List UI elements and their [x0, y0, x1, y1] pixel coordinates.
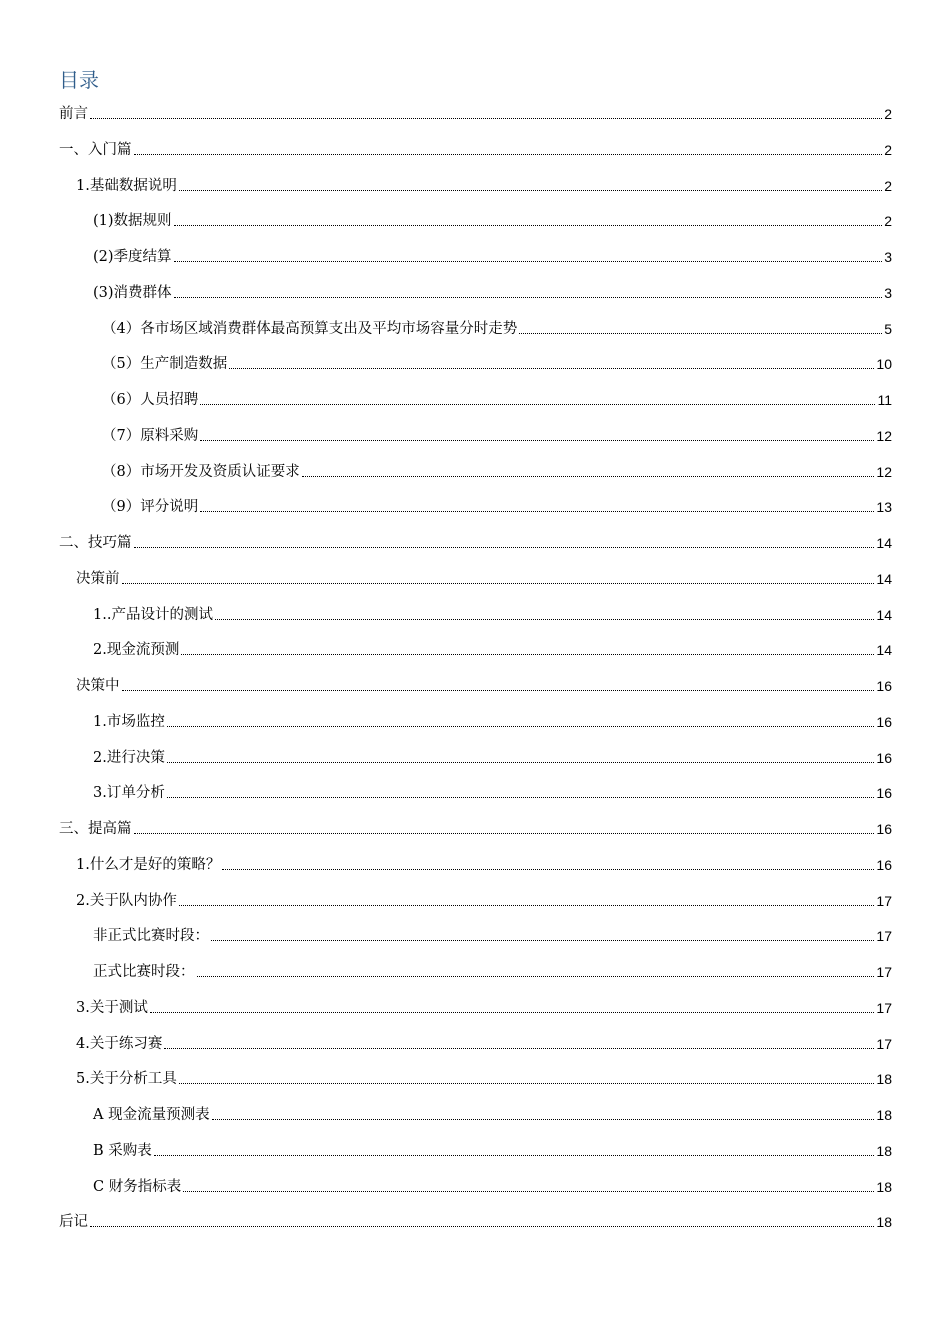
- toc-entry[interactable]: [0, 809, 950, 839]
- toc-page-number: 12: [876, 427, 892, 444]
- toc-page-number: 16: [876, 678, 892, 694]
- toc-entry[interactable]: [0, 630, 950, 660]
- toc-entry-label: B 采购表: [93, 1142, 152, 1159]
- toc-entry[interactable]: [0, 952, 950, 982]
- toc-entry[interactable]: [0, 166, 950, 196]
- toc-entry-label: (3)消费群体: [93, 284, 172, 301]
- toc-page-number: 17: [876, 892, 892, 909]
- toc-entry[interactable]: [0, 130, 950, 160]
- toc-page-number: 14: [876, 606, 892, 623]
- toc-dot-leader: [134, 832, 875, 834]
- toc-page-number: 2: [884, 213, 892, 230]
- toc-dot-leader: [90, 1225, 874, 1227]
- toc-entry-label: 前言: [59, 106, 88, 122]
- toc-dot-leader: [174, 296, 883, 298]
- toc-entry[interactable]: [0, 1202, 950, 1232]
- toc-page-number: 16: [876, 856, 892, 873]
- toc-entry-label: （8）市场开发及资质认证要求: [102, 463, 300, 480]
- toc-dot-leader: [167, 796, 875, 798]
- toc-entry-label: 一、入门篇: [59, 141, 132, 158]
- toc-page-number: 2: [884, 106, 892, 122]
- toc-entry-label: 二、技巧篇: [59, 535, 132, 551]
- toc-entry[interactable]: [0, 666, 950, 696]
- toc-entry[interactable]: [0, 237, 950, 267]
- toc-entry-label: 2.进行决策: [93, 749, 165, 766]
- toc-entry-label: （9）评分说明: [102, 499, 199, 516]
- toc-entry[interactable]: [0, 738, 950, 768]
- toc-page-number: 16: [876, 749, 892, 766]
- toc-dot-leader: [179, 1082, 875, 1084]
- toc-dot-leader: [167, 725, 875, 727]
- toc-page-number: 14: [876, 642, 892, 659]
- toc-entry-label: （4）各市场区域消费群体最高预算支出及平均市场容量分时走势: [102, 320, 518, 337]
- toc-dot-leader: [183, 1190, 874, 1192]
- toc-page-number: 16: [876, 785, 892, 802]
- toc-entry[interactable]: [0, 201, 950, 231]
- toc-entry-label: 3.关于测试: [76, 999, 148, 1016]
- toc-entry-label: (1)数据规则: [93, 213, 172, 230]
- toc-page-number: 18: [876, 1071, 892, 1088]
- toc-page-number: 17: [876, 1035, 892, 1052]
- toc-dot-leader: [200, 403, 875, 405]
- toc-entry-label: 决策前: [76, 570, 120, 587]
- toc-page-number: 17: [876, 999, 892, 1016]
- toc-page-number: 3: [884, 284, 892, 301]
- toc-page-number: 10: [876, 356, 892, 373]
- toc-dot-leader: [122, 582, 875, 584]
- toc-entry[interactable]: [0, 523, 950, 553]
- toc-dot-leader: [164, 1047, 874, 1049]
- toc-entry-label: 1.什么才是好的策略？: [76, 856, 221, 873]
- toc-entry[interactable]: [0, 1024, 950, 1054]
- toc-page-number: 14: [876, 570, 892, 587]
- toc-entry[interactable]: [0, 881, 950, 911]
- toc-entry[interactable]: [0, 1131, 950, 1161]
- toc-entry-label: （7）原料采购: [102, 427, 199, 444]
- toc-entry-label: 三、提高篇: [59, 821, 132, 837]
- toc-dot-leader: [134, 153, 883, 155]
- toc-entry-label: 1.市场监控: [93, 713, 165, 730]
- toc-page-number: 16: [876, 713, 892, 730]
- toc-dot-leader: [222, 868, 874, 870]
- toc-entry-label: （5）生产制造数据: [102, 356, 228, 373]
- toc-page-number: 5: [884, 320, 892, 337]
- toc-dot-leader: [212, 1118, 875, 1120]
- toc-dot-leader: [174, 224, 883, 226]
- toc-entry[interactable]: [0, 1059, 950, 1089]
- toc-dot-leader: [229, 367, 874, 369]
- toc-page-number: 13: [876, 499, 892, 516]
- toc-entry-label: 4.关于练习赛: [76, 1035, 163, 1052]
- toc-entry-label: 5.关于分析工具: [76, 1071, 177, 1088]
- toc-entry-label: 1..产品设计的测试: [93, 606, 213, 623]
- toc-page-number: 2: [884, 177, 892, 194]
- toc-dot-leader: [179, 904, 875, 906]
- toc-page-number: 11: [877, 392, 892, 408]
- toc-entry[interactable]: [0, 559, 950, 589]
- toc-dot-leader: [200, 510, 874, 512]
- toc-entry-label: (2)季度结算: [93, 249, 172, 265]
- toc-dot-leader: [150, 1011, 875, 1013]
- toc-entry[interactable]: [0, 702, 950, 732]
- toc-entry[interactable]: [0, 988, 950, 1018]
- toc-dot-leader: [90, 117, 882, 119]
- toc-entry[interactable]: [0, 487, 950, 517]
- toc-entry[interactable]: [0, 344, 950, 374]
- toc-page-number: 17: [876, 928, 892, 945]
- toc-page-number: 18: [876, 1107, 892, 1123]
- toc-entry-label: 3.订单分析: [93, 785, 165, 802]
- toc-dot-leader: [154, 1154, 875, 1156]
- toc-dot-leader: [134, 546, 875, 548]
- toc-page-number: 12: [876, 463, 892, 480]
- toc-entry[interactable]: [0, 309, 950, 339]
- toc-entry-label: 决策中: [76, 678, 120, 694]
- toc-dot-leader: [179, 189, 882, 191]
- toc-entry-label: 正式比赛时段：: [93, 964, 195, 980]
- toc-entry[interactable]: [0, 94, 950, 124]
- toc-dot-leader: [211, 939, 874, 941]
- toc-entry[interactable]: [0, 416, 950, 446]
- toc-entry[interactable]: [0, 380, 950, 410]
- toc-entry[interactable]: [0, 595, 950, 625]
- toc-dot-leader: [215, 618, 874, 620]
- toc-page-number: 18: [876, 1214, 892, 1231]
- toc-entry[interactable]: [0, 845, 950, 875]
- toc-entry-label: 2.关于队内协作: [76, 892, 177, 909]
- toc-page-number: 17: [876, 964, 892, 980]
- toc-entry-label: 非正式比赛时段：: [93, 928, 209, 945]
- toc-entry-label: 2.现金流预测: [93, 642, 180, 659]
- toc-dot-leader: [200, 439, 874, 441]
- toc-dot-leader: [197, 975, 875, 977]
- toc-title: 目录: [59, 68, 99, 92]
- toc-page-number: 3: [884, 249, 892, 265]
- toc-entry-label: C 财务指标表: [93, 1178, 182, 1195]
- toc-entry-label: 后记: [59, 1214, 88, 1231]
- toc-entry-label: （6）人员招聘: [102, 392, 199, 408]
- toc-page-number: 18: [876, 1178, 892, 1195]
- toc-dot-leader: [174, 260, 883, 262]
- toc-entry[interactable]: [0, 452, 950, 482]
- toc-entry[interactable]: [0, 773, 950, 803]
- toc-page-number: 18: [876, 1142, 892, 1159]
- toc-entry[interactable]: [0, 1095, 950, 1125]
- toc-dot-leader: [122, 689, 875, 691]
- toc-entry[interactable]: [0, 916, 950, 946]
- toc-dot-leader: [519, 332, 882, 334]
- toc-dot-leader: [167, 761, 875, 763]
- toc-page-number: 14: [876, 535, 892, 551]
- toc-page-number: 2: [884, 141, 892, 158]
- toc-page-number: 16: [876, 821, 892, 837]
- toc-entry-label: 1.基础数据说明: [76, 177, 177, 194]
- toc-dot-leader: [181, 653, 874, 655]
- toc-dot-leader: [302, 475, 875, 477]
- toc-entry-label: A 现金流量预测表: [93, 1107, 210, 1123]
- toc-entry[interactable]: [0, 273, 950, 303]
- toc-entry[interactable]: [0, 1167, 950, 1197]
